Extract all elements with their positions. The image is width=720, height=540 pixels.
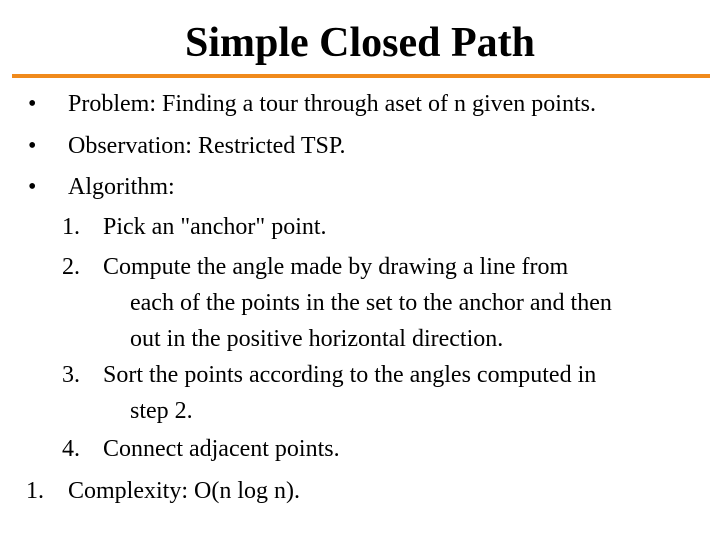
step-3-text-continued: step 2.: [130, 398, 193, 424]
bullet-marker: •: [28, 174, 37, 200]
bullet-marker: •: [28, 91, 37, 117]
bullet-marker: •: [28, 133, 37, 159]
bullet-problem: Problem: Finding a tour through aset of n given points.: [68, 91, 596, 117]
complexity-text: Complexity: O(n log n).: [68, 478, 300, 504]
final-item-number: 1.: [26, 478, 44, 504]
step-2-text-continued: each of the points in the set to the anchor and then: [130, 290, 612, 316]
step-number: 2.: [62, 254, 80, 280]
step-3-text: Sort the points according to the angles computed in: [103, 362, 597, 388]
title-underline: [12, 74, 710, 78]
step-number: 1.: [62, 214, 80, 240]
slide-title: Simple Closed Path: [184, 20, 536, 66]
step-number: 4.: [62, 436, 80, 462]
step-1-text: Pick an "anchor" point.: [103, 214, 327, 240]
step-number: 3.: [62, 362, 80, 388]
step-2-text-continued: out in the positive horizontal direction.: [130, 326, 504, 352]
bullet-observation: Observation: Restricted TSP.: [68, 133, 346, 159]
step-4-text: Connect adjacent points.: [103, 436, 340, 462]
step-2-text: Compute the angle made by drawing a line from: [103, 254, 569, 280]
bullet-algorithm: Algorithm:: [68, 174, 175, 200]
